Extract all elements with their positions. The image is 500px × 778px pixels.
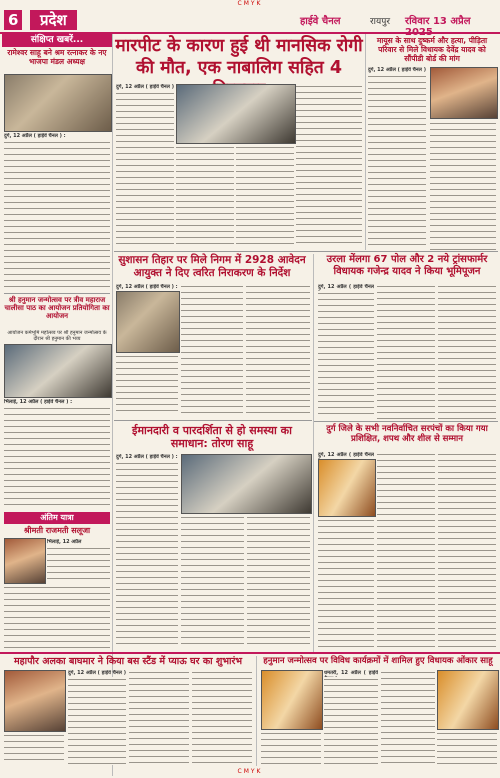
lead-story-col4 (296, 84, 362, 247)
section-rule (0, 652, 500, 654)
lead-story-photo (176, 84, 296, 144)
sushasan-headline: सुशासन तिहार पर मिले निगम में 2928 आवेदन आयुक्त ने दिए त्वरित निराकरण के निर्देश (118, 254, 306, 279)
brief1-photo (4, 74, 112, 132)
mayor-photo (4, 670, 66, 732)
cmyk-mark: CMYK (237, 0, 263, 7)
obituary-name: श्रीमती राजमती सलूजा (23, 526, 91, 535)
hanuman-headline: हनुमान जन्मोत्सव पर विविध कार्यक्रमों में शामिल हुए विधायक ओंकार साहू (263, 656, 493, 666)
urla-col3 (438, 284, 496, 419)
issue-date: रविवार 13 अप्रैल 2025 (405, 16, 471, 38)
hanuman-col1 (324, 677, 378, 765)
mayor-lead: दुर्ग, 12 अप्रैल ( हाईवे चैनल ) (68, 670, 126, 676)
sushasan-lead: दुर्ग, 12 अप्रैल ( हाईवे चैनल ) : (116, 284, 178, 290)
mayor-col0 (4, 733, 64, 765)
sushasan-photo (116, 291, 180, 353)
section-title: प्रदेश (30, 10, 77, 30)
lead-headline: मारपीट के कारण हुई थी मानसिक रोगी की मौत, एक नाबालिग सहित 4 (115, 36, 363, 78)
lead-story-col3 (236, 145, 294, 247)
right-top-col1 (368, 74, 426, 250)
divider (314, 421, 498, 422)
sushasan-col2 (181, 284, 243, 416)
imandari-col1 (116, 461, 178, 649)
sarpanch-lead: दुर्ग, 12 अप्रैल ( हाईवे चैनल (318, 452, 374, 458)
brief2-body (4, 406, 110, 508)
hanuman-photo-left (261, 670, 323, 730)
brief2-lead: भिलाई, 12 अप्रैल ( हाईवे चैनल ) : (4, 399, 73, 405)
sarpanch-col1 (318, 518, 374, 649)
sarpanch-headline: दुर्ग जिले के सभी नवनिर्वाचित सरपंचों का किया गया प्रशिक्षित, शपथ और शील से सम्मान (326, 424, 488, 445)
brief2-photo (4, 344, 112, 398)
column-divider (256, 656, 257, 766)
sarpanch-col2 (377, 452, 435, 649)
right-top-photo (430, 67, 498, 119)
cmyk-mark-bottom: CMYK (237, 768, 263, 775)
lead-story-col2 (176, 145, 234, 247)
mayor-col3 (192, 670, 252, 765)
brief1-lead: दुर्ग, 12 अप्रैल ( हाईवे चैनल ) : (4, 133, 66, 139)
hanuman-col0 (261, 731, 321, 765)
column-divider (313, 254, 314, 654)
obituary-lead: भिलाई, 12 अप्रैल (47, 539, 82, 545)
right-top-lead: दुर्ग, 12 अप्रैल ( हाईवे चैनल ) (368, 67, 426, 73)
divider (114, 420, 312, 421)
hanuman-col2 (381, 670, 435, 765)
sarpanch-col3 (438, 452, 496, 649)
right-top-headline: मायूस के साथ दुष्कर्म और हत्या, पीड़िता परिवार से मिले विधायक देवेंद्र यादव को सौंपीडी बोर्ड की मांग (376, 36, 488, 63)
imandari-photo (181, 454, 312, 514)
sarpanch-photo (318, 459, 376, 517)
imandari-col2 (181, 515, 244, 649)
imandari-lead: दुर्ग, 12 अप्रैल ( हाईवे चैनल ) : (116, 454, 178, 460)
hanuman-lead: धमतरी, 12 अप्रैल ( हाईवे (324, 670, 378, 676)
hanuman-photo-right (437, 670, 499, 730)
hanuman-col3 (437, 731, 497, 765)
obituary-body-top (47, 546, 110, 582)
imandari-col3 (247, 515, 310, 649)
page-number: 6 (4, 10, 22, 30)
mayor-col2 (129, 670, 189, 765)
column-divider (365, 34, 366, 250)
obituary-portrait (4, 538, 46, 584)
divider (4, 293, 110, 294)
urla-col2 (377, 284, 435, 419)
urla-lead: दुर्ग, 12 अप्रैल ( हाईवे चैनल (318, 284, 374, 290)
obituary-body (4, 585, 110, 657)
mayor-col1 (68, 677, 126, 765)
brief1-title: रामेश्वर साहू बने श्रम रत्नाकर के नए भाजपा मंडल अध्यक्ष (7, 48, 107, 66)
paper-name: हाईवे चैनल (300, 16, 341, 27)
divider (114, 251, 498, 252)
obituary-header: अंतिम यात्रा (4, 512, 110, 524)
lead-story-lead: दुर्ग, 12 अप्रैल ( हाईवे चैनल ) (116, 84, 174, 90)
imandari-headline: ईमानदारी व पारदर्शिता से हो समस्या का समाधान: तोरण साहू (132, 424, 292, 451)
city-name: रायपुर (370, 17, 391, 27)
sushasan-col1 (116, 354, 178, 416)
brief1-body (4, 140, 110, 290)
brief2-title: श्री हनुमान जन्मोत्सव पर त्रीव महाराज चालीसा पाठ का आयोजन प्रतियोगिता का आयोजन (4, 296, 110, 321)
brief2-sub: आयोजन कर्मभूमि महोत्सव पर श्री हनुमान जन्मोत्सव के दौरान श्री हनुमान की भव्य (7, 330, 107, 343)
urla-col1 (318, 291, 374, 419)
urla-headline: उरला मेंलगा 67 पोल और 2 नये ट्रांसफार्मर विधायक गजेन्द्र यादव ने किया भूमिपूजन (326, 254, 488, 277)
mayor-headline: महापौर अलका बाघमार ने किया बस स्टैंड में प्याऊ घर का शुभारंभ (13, 656, 243, 667)
briefs-header: संक्षिप्त खबरें... (2, 34, 112, 47)
right-top-col2 (430, 121, 496, 250)
lead-story-col1 (116, 91, 174, 247)
sushasan-col3 (246, 284, 310, 416)
